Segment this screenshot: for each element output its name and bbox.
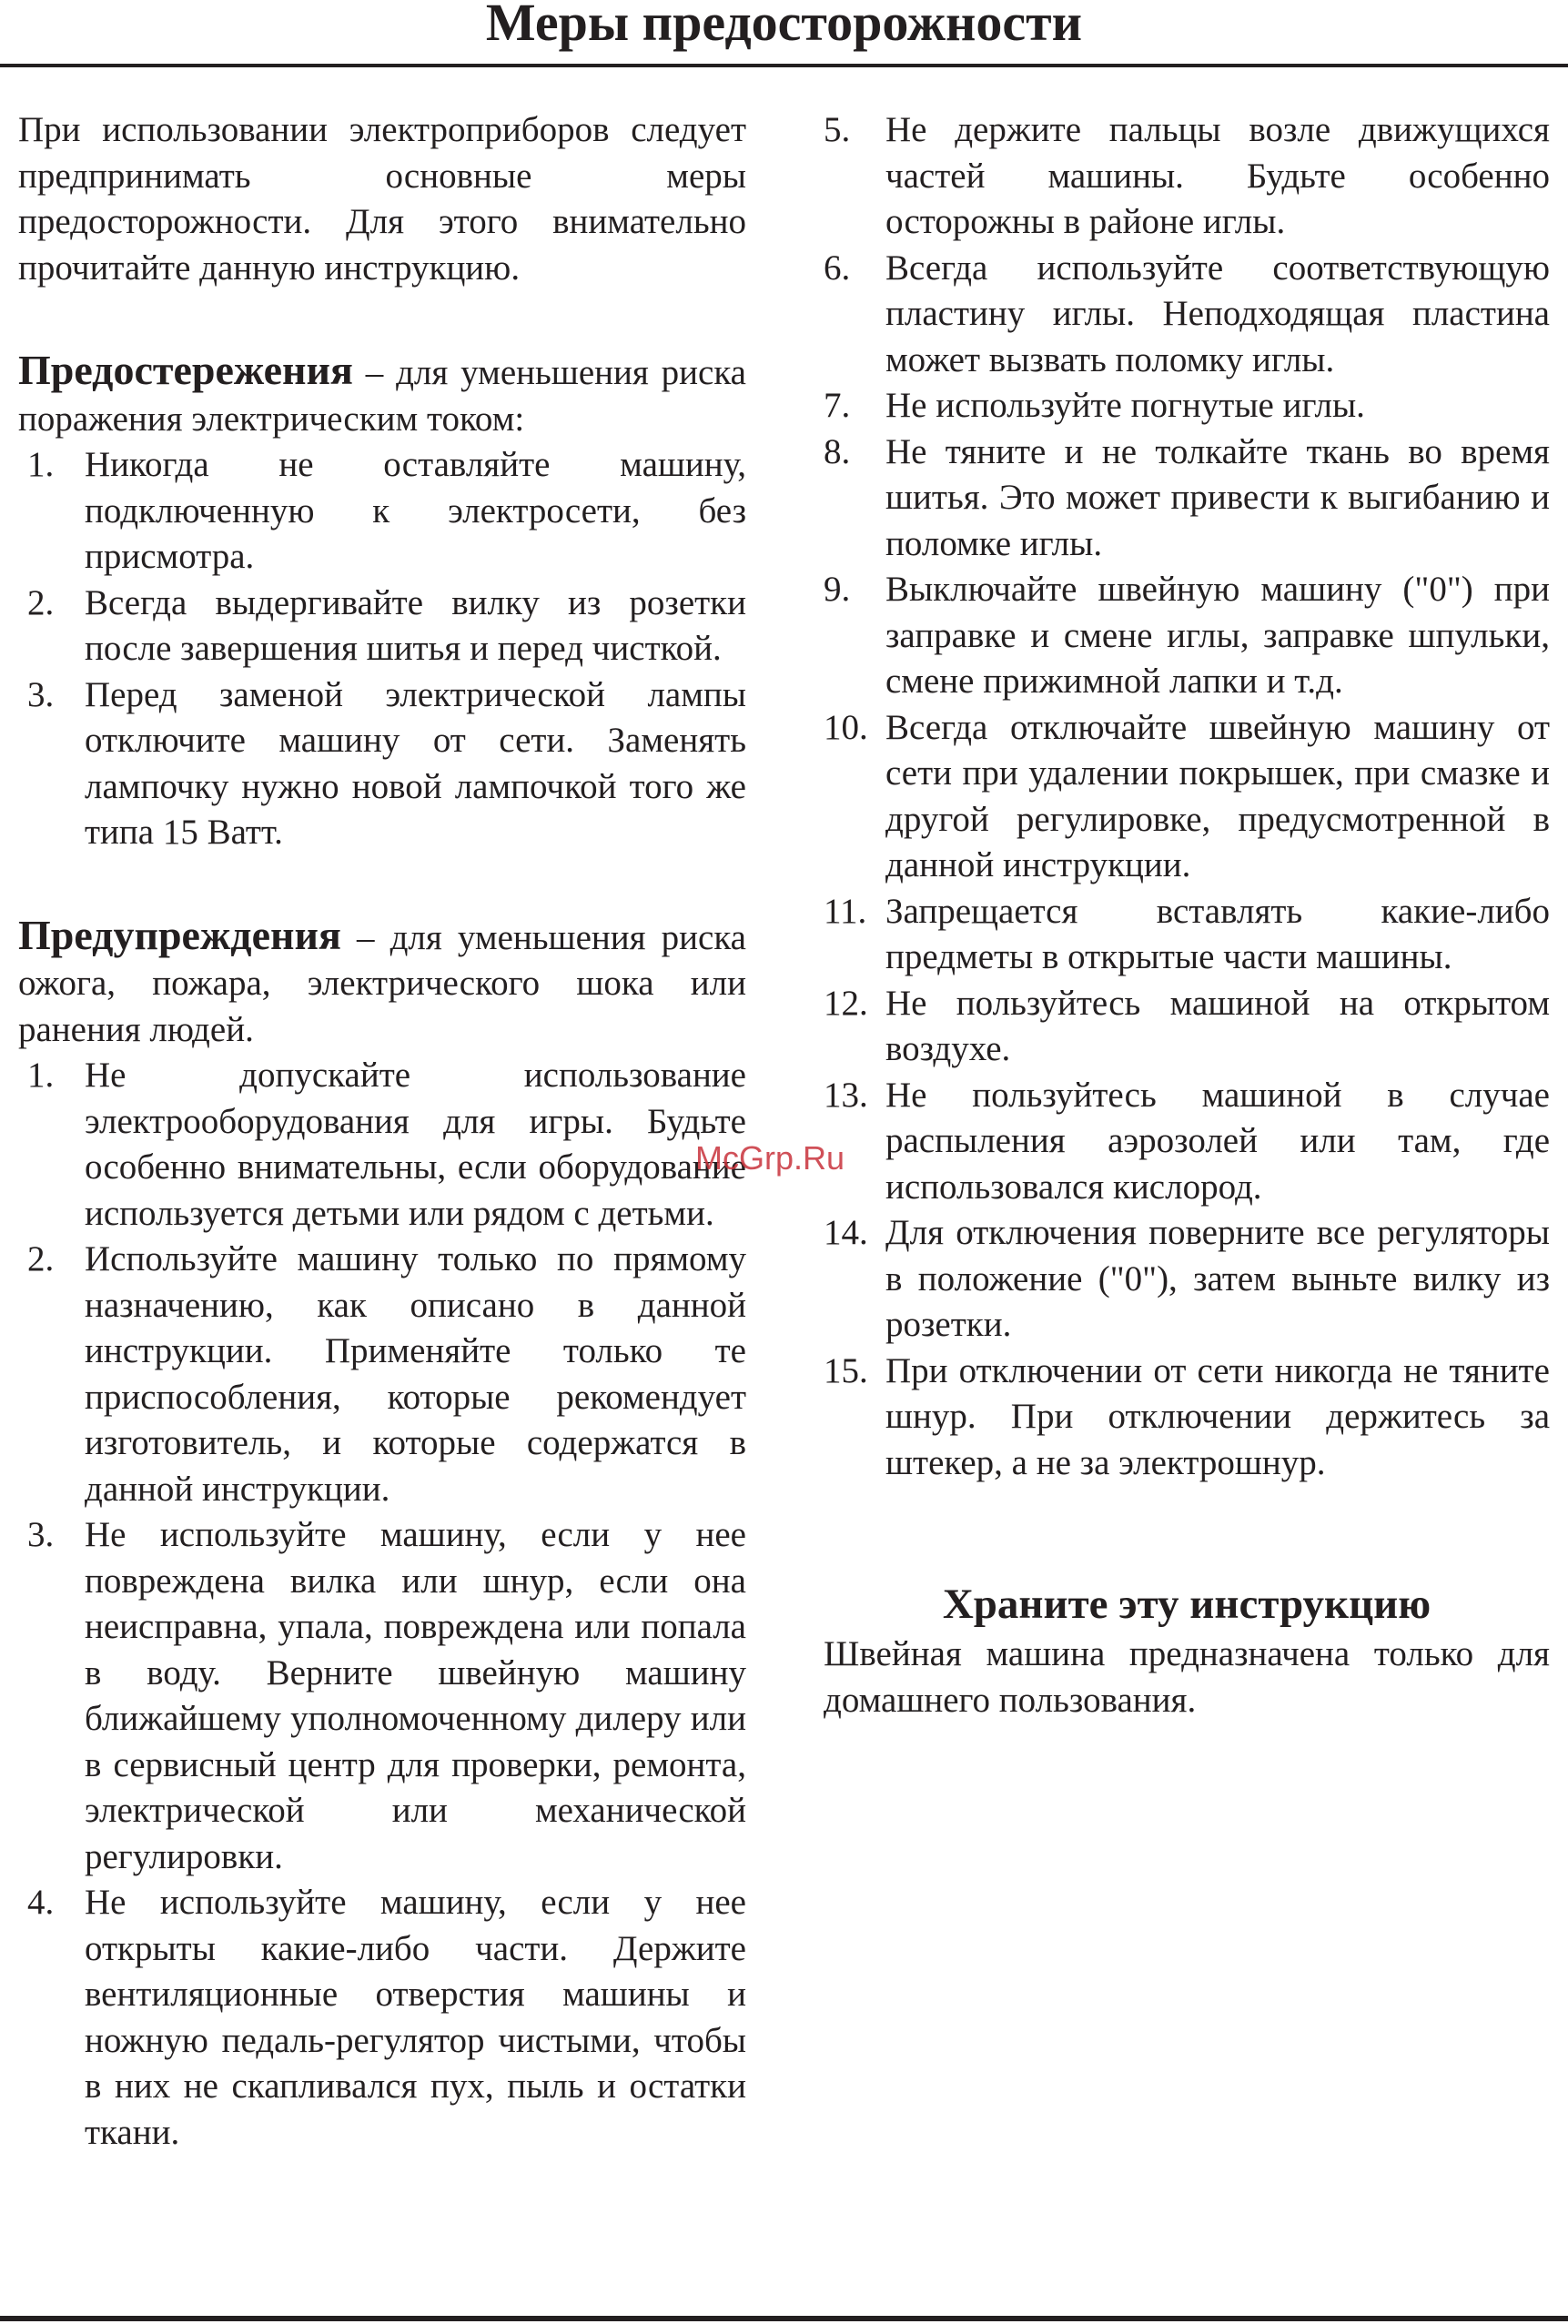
item-number: 8. [824, 431, 851, 471]
keep-instructions-text: Швейная машина предназначена только для домашнего пользования. [824, 1634, 1550, 1720]
item-number: 15. [824, 1350, 868, 1390]
list-item [18, 1512, 746, 1880]
item-number: 1. [27, 1056, 55, 1095]
bottom-divider [0, 2316, 1568, 2321]
item-number: 1. [27, 445, 55, 484]
list-item [18, 581, 746, 672]
item-number: 6. [824, 248, 851, 288]
item-number: 11. [824, 891, 867, 931]
cautions-heading: Предостережения [18, 347, 353, 393]
item-text: При отключении от сети никогда не тяните шнур. При отключении держитесь за штекер, а не за электрошнур. [885, 1350, 1550, 1482]
list-item [824, 1349, 1550, 1487]
item-text: Не пользуйтесь машиной на открытом воздухе. [885, 983, 1550, 1068]
item-text: Никогда не оставляйте машину, подключенную к электросети, без присмотра. [85, 445, 746, 576]
item-text: Всегда выдергивайте вилку из розетки после завершения шитья и перед чисткой. [85, 582, 746, 668]
item-number: 10. [824, 707, 868, 747]
list-item [824, 567, 1550, 705]
warnings-list-continued [824, 107, 1550, 1486]
item-text: Используйте машину только по прямому назначению, как описано в данной инструкции. Применяйте только те приспособления, которые рекомендует изготовитель, и которые содержатся в данной инструкции. [85, 1239, 746, 1509]
item-text: Всегда используйте соответствующую пластину иглы. Неподходящая пластина может вызвать поломку иглы. [885, 248, 1550, 379]
item-number: 2. [27, 582, 55, 622]
list-item [824, 1073, 1550, 1211]
item-number: 14. [824, 1213, 868, 1252]
item-text: Не используйте машину, если у нее повреждена вилка или шнур, если она неисправна, упала, повреждена или попала в воду. Верните швейную машину ближайшему уполномоченному дилеру или в сервисный центр для проверки, ремонта, электрической или механической регулировки. [85, 1515, 746, 1876]
item-number: 5. [824, 110, 851, 149]
page-title: Меры предосторожности [485, 0, 1083, 52]
item-text: Выключайте швейную машину ("0") при заправке и смене иглы, заправке шпульки, смене прижимной лапки и т.д. [885, 570, 1550, 701]
item-number: 12. [824, 983, 868, 1023]
intro-paragraph: При использовании электроприборов следует предпринимать основные меры предосторожности. Для этого внимательно прочитайте данную инструкцию. [18, 110, 746, 288]
list-item [824, 705, 1550, 889]
item-number: 7. [824, 386, 851, 425]
item-text: Не используйте машину, если у нее открыты какие-либо части. Держите вентиляционные отверстия машины и ножную педаль-регулятор чистыми, чтобы в них не скапливался пух, пыль и остатки ткани. [85, 1883, 746, 2152]
list-item [18, 442, 746, 581]
warnings-heading: Предупреждения [18, 911, 341, 958]
list-item [18, 1880, 746, 2156]
list-item [18, 1053, 746, 1237]
list-item [18, 1237, 746, 1512]
item-text: Для отключения поверните все регуляторы в положение ("0"), затем выньте вилку из розетки. [885, 1213, 1550, 1344]
cautions-heading-block [18, 348, 746, 442]
watermark: McGrp.Ru [695, 1139, 845, 1177]
right-column [824, 107, 1550, 1723]
warnings-subtitle: – для уменьшения риска ожога, пожара, электрического шока или ранения людей. [18, 917, 746, 1049]
item-text: Всегда отключайте швейную машину от сети при удалении покрышек, при смазке и другой регулировке, предусмотренной в данной инструкции. [885, 707, 1550, 884]
title-divider [0, 64, 1568, 67]
list-item [824, 981, 1550, 1073]
item-number: 9. [824, 570, 851, 609]
list-item [824, 383, 1550, 429]
list-item [824, 429, 1550, 568]
list-item [824, 107, 1550, 246]
item-text: Перед заменой электрической лампы отключите машину от сети. Заменять лампочку нужно новой лампочкой того же типа 15 Ватт. [85, 674, 746, 852]
item-number: 3. [27, 1515, 55, 1554]
list-item [824, 889, 1550, 981]
item-text: Запрещается вставлять какие-либо предметы в открытые части машины. [885, 891, 1550, 976]
list-item [18, 672, 746, 856]
left-column [18, 107, 746, 2156]
item-text: Не держите пальцы возле движущихся частей машины. Будьте особенно осторожны в районе иглы. [885, 110, 1550, 241]
cautions-list [18, 442, 746, 856]
item-number: 2. [27, 1239, 55, 1278]
list-item [824, 246, 1550, 384]
item-number: 3. [27, 674, 55, 714]
item-text: Не допускайте использование электрооборудования для игры. Будьте особенно внимательны, если оборудование используется детьми или рядом с детьми. [85, 1056, 746, 1233]
item-text: Не пользуйтесь машиной в случае распыления аэрозолей или там, где использовался кислород. [885, 1075, 1550, 1207]
cautions-subtitle: – для уменьшения риска поражения электрическим током: [18, 353, 746, 439]
item-text: Не используйте погнутые иглы. [885, 386, 1365, 425]
item-text: Не тяните и не толкайте ткань во время шитья. Это может привести к выгибанию и поломке иглы. [885, 431, 1550, 563]
keep-instructions-heading: Храните эту инструкцию [942, 1581, 1431, 1628]
warnings-heading-block [18, 913, 746, 1054]
warnings-list [18, 1053, 746, 2156]
list-item [824, 1210, 1550, 1349]
item-number: 4. [27, 1883, 55, 1922]
item-number: 13. [824, 1075, 868, 1115]
